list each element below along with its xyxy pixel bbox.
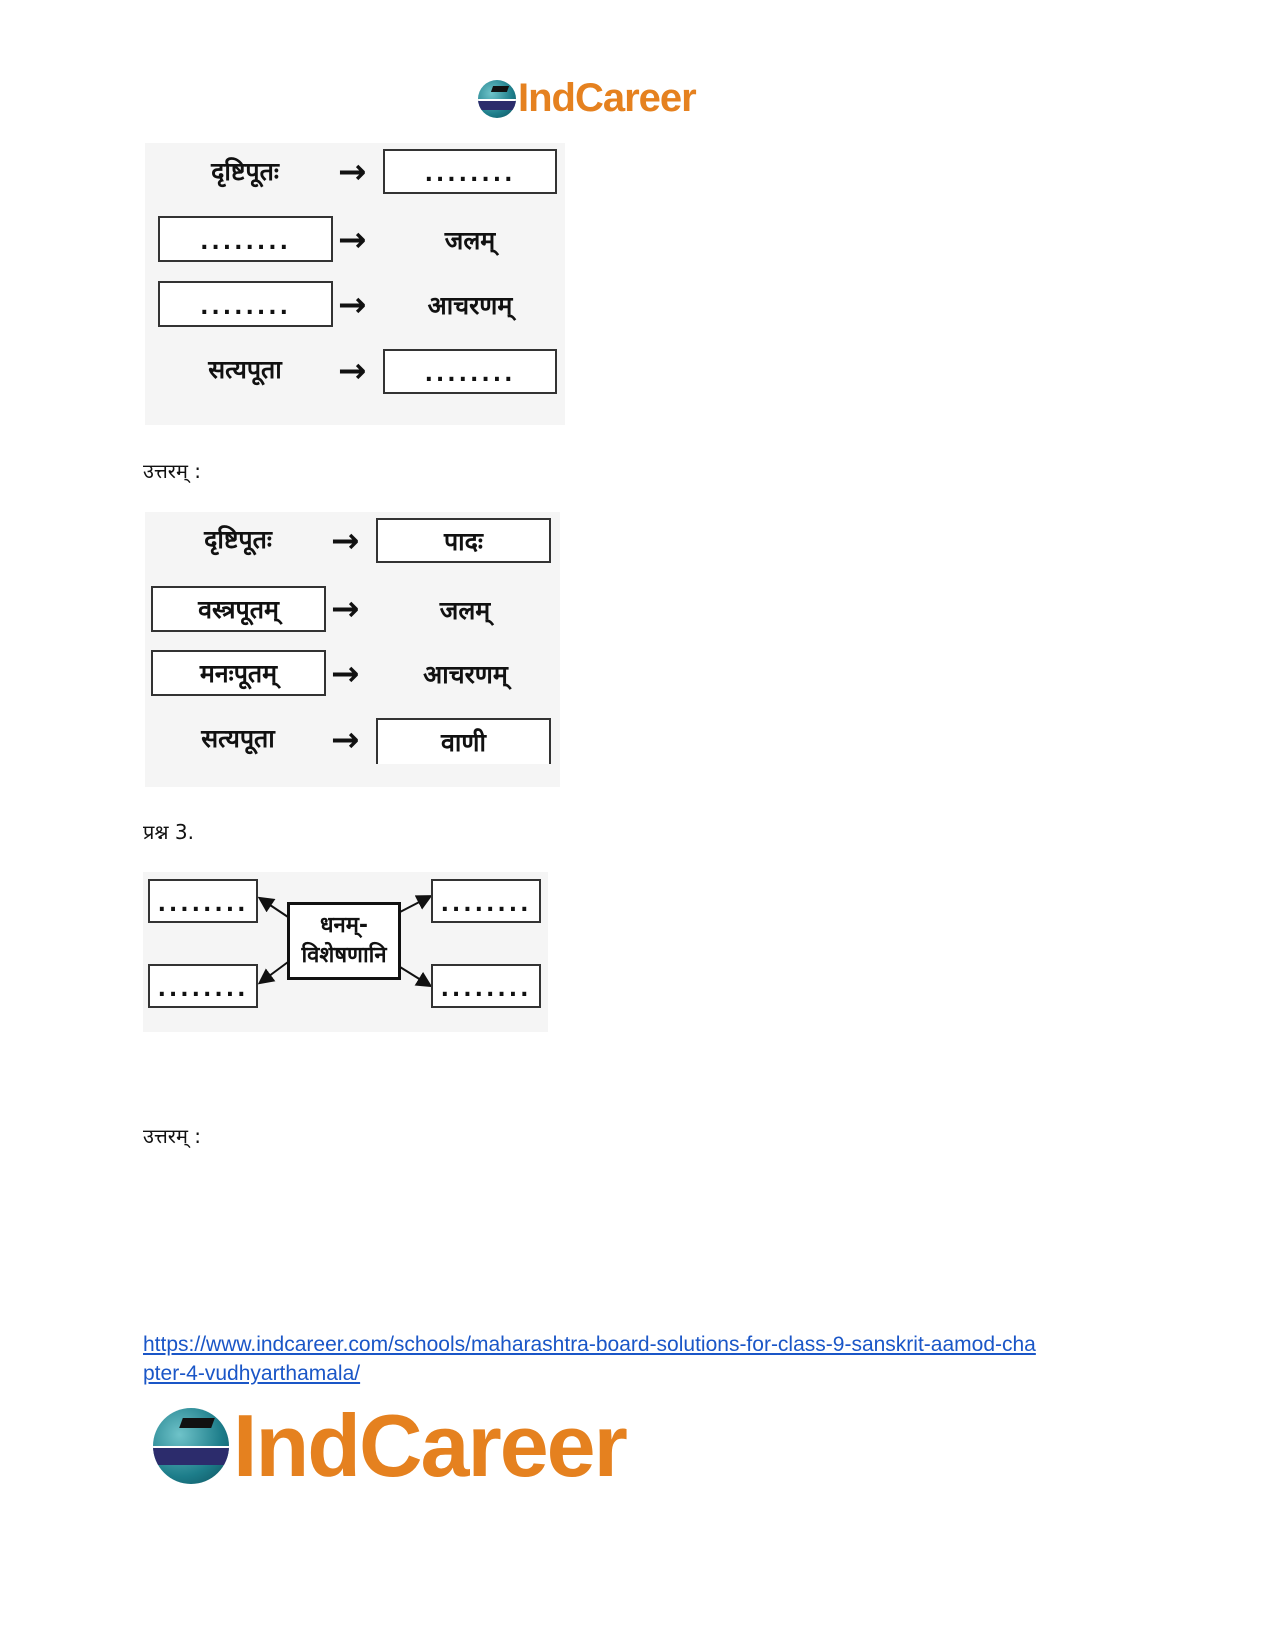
q2-answer-row1-right-box: पादः bbox=[376, 518, 551, 563]
q2-answer-row1-left: दृष्टिपूतः bbox=[204, 525, 272, 554]
arrow-icon: → bbox=[338, 351, 367, 391]
question-3-label: प्रश्न 3. bbox=[143, 820, 194, 844]
brand-name: IndCareer bbox=[233, 1396, 626, 1495]
q2-row4-left: सत्यपूता bbox=[208, 355, 282, 384]
globe-book-icon bbox=[153, 1408, 229, 1484]
source-link-line2[interactable]: pter-4-vudhyarthamala/ bbox=[143, 1362, 361, 1385]
footer-logo bbox=[153, 1395, 626, 1497]
q2-row4-right-box: ........ bbox=[383, 349, 557, 394]
q3-top-right-box: ........ bbox=[431, 879, 541, 923]
q2-answer-diagram bbox=[145, 512, 560, 787]
q2-row1-right-box: ........ bbox=[383, 149, 557, 194]
q2-answer-row3-right: आचरणम् bbox=[423, 660, 508, 689]
q3-center-box bbox=[287, 902, 401, 980]
q3-diagram bbox=[143, 872, 548, 1032]
q2-row1-left: दृष्टिपूतः bbox=[211, 157, 279, 186]
q3-center-line1: धनम्- bbox=[319, 913, 369, 938]
arrow-icon: → bbox=[338, 152, 367, 192]
arrow-icon: → bbox=[331, 589, 360, 629]
arrow-icon: → bbox=[338, 285, 367, 325]
header-logo bbox=[478, 76, 696, 121]
q2-answer-row3-left-box: मनःपूतम् bbox=[151, 650, 326, 696]
q3-bottom-left-box: ........ bbox=[148, 964, 258, 1008]
answer-label: उत्तरम् : bbox=[143, 459, 202, 483]
q2-answer-row4-left: सत्यपूता bbox=[201, 724, 275, 753]
answer-label-2: उत्तरम् : bbox=[143, 1124, 202, 1148]
q3-center-line2: विशेषणानि bbox=[301, 943, 387, 968]
arrow-icon: → bbox=[338, 220, 367, 260]
arrow-icon: → bbox=[331, 720, 360, 760]
q2-answer-row4-right-box: वाणी bbox=[376, 718, 551, 764]
q2-answer-row2-right: जलम् bbox=[439, 596, 491, 625]
brand-name: IndCareer bbox=[518, 76, 696, 120]
source-link-line1[interactable]: https://www.indcareer.com/schools/maharashtra-board-solutions-for-class-9-sanskrit-aamod-cha bbox=[143, 1333, 1036, 1356]
q2-row2-right: जलम् bbox=[444, 226, 496, 255]
q2-row3-right: आचरणम् bbox=[427, 291, 513, 320]
q3-top-left-box: ........ bbox=[148, 879, 258, 923]
q2-row3-left-box: ........ bbox=[158, 281, 333, 327]
globe-book-icon bbox=[478, 80, 516, 118]
q2-answer-row2-left-box: वस्त्रपूतम् bbox=[151, 586, 326, 632]
q2-question-diagram bbox=[145, 143, 565, 425]
q3-bottom-right-box: ........ bbox=[431, 964, 541, 1008]
arrow-icon: → bbox=[331, 654, 360, 694]
q2-row2-left-box: ........ bbox=[158, 216, 333, 262]
arrow-icon: → bbox=[331, 521, 360, 561]
